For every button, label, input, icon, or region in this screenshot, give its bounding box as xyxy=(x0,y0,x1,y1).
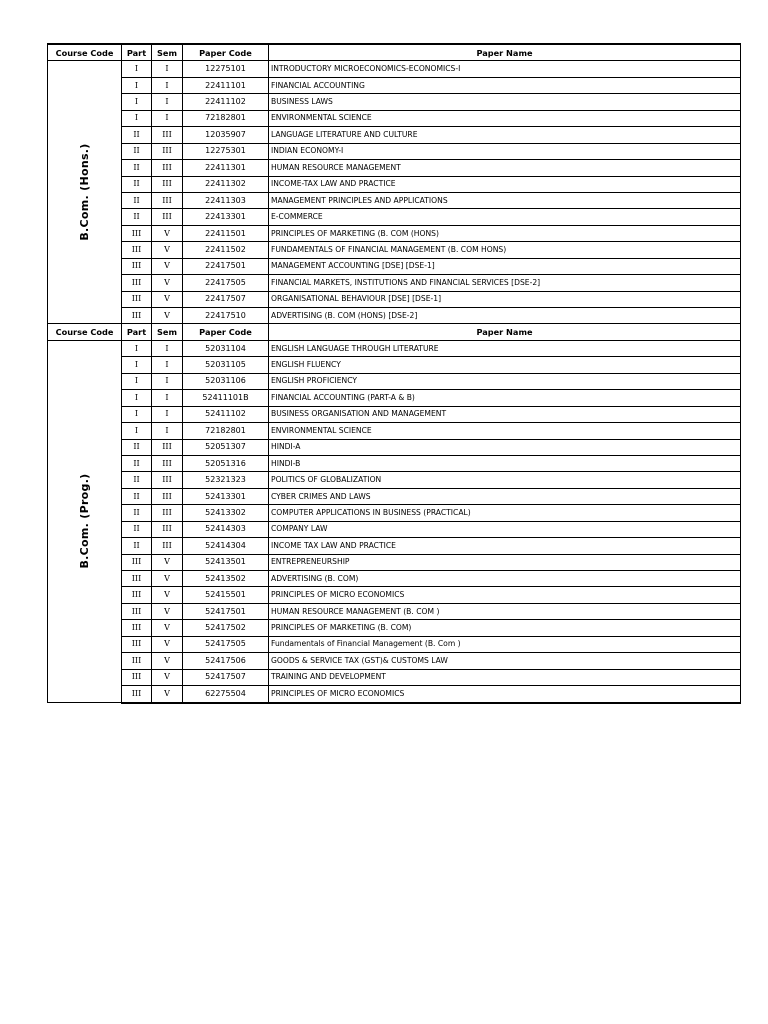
part-cell: I xyxy=(122,110,152,126)
table-row xyxy=(48,653,741,669)
paper-name-cell: PRINCIPLES OF MARKETING (B. COM) xyxy=(269,620,741,636)
part-cell: III xyxy=(122,275,152,291)
paper-code-cell: 52417505 xyxy=(183,636,269,652)
sem-cell: V xyxy=(152,258,183,274)
paper-name-cell: E-COMMERCE xyxy=(269,209,741,225)
sem-cell: III xyxy=(152,127,183,143)
sem-cell: I xyxy=(152,340,183,356)
paper-name-cell: HINDI-B xyxy=(269,455,741,471)
paper-code-cell: 72182801 xyxy=(183,423,269,439)
paper-code-cell: 22417510 xyxy=(183,308,269,324)
course-group-cell xyxy=(48,61,122,324)
part-cell: II xyxy=(122,439,152,455)
table-row xyxy=(48,636,741,652)
table-row xyxy=(48,686,741,703)
paper-code-cell: 12275101 xyxy=(183,61,269,77)
course-code-header: Course Code xyxy=(48,44,122,61)
paper-code-cell: 52414304 xyxy=(183,538,269,554)
sem-cell: III xyxy=(152,521,183,537)
paper-name-cell: POLITICS OF GLOBALIZATION xyxy=(269,472,741,488)
paper-code-cell: 72182801 xyxy=(183,110,269,126)
paper-code-cell: 62275504 xyxy=(183,686,269,703)
paper-code-cell: 52031104 xyxy=(183,340,269,356)
sem-cell: V xyxy=(152,571,183,587)
table-row xyxy=(48,554,741,570)
paper-name-cell: MANAGEMENT PRINCIPLES AND APPLICATIONS xyxy=(269,192,741,208)
part-cell: II xyxy=(122,521,152,537)
paper-name-cell: FUNDAMENTALS OF FINANCIAL MANAGEMENT (B. COM HONS) xyxy=(269,242,741,258)
paper-name-cell: ADVERTISING (B. COM) xyxy=(269,571,741,587)
table-row xyxy=(48,423,741,439)
paper-code-header: Paper Code xyxy=(183,324,269,340)
paper-code-cell: 52411102 xyxy=(183,406,269,422)
part-cell: II xyxy=(122,209,152,225)
part-cell: II xyxy=(122,488,152,504)
header-row xyxy=(48,324,741,340)
sem-cell: III xyxy=(152,143,183,159)
part-cell: III xyxy=(122,653,152,669)
part-cell: II xyxy=(122,192,152,208)
paper-code-cell: 22411303 xyxy=(183,192,269,208)
sem-cell: III xyxy=(152,472,183,488)
paper-code-cell: 22411502 xyxy=(183,242,269,258)
sem-cell: III xyxy=(152,505,183,521)
paper-name-cell: HINDI-A xyxy=(269,439,741,455)
part-cell: II xyxy=(122,472,152,488)
sem-cell: I xyxy=(152,423,183,439)
paper-name-cell: ENGLISH LANGUAGE THROUGH LITERATURE xyxy=(269,340,741,356)
paper-code-cell: 52413302 xyxy=(183,505,269,521)
paper-name-cell: COMPANY LAW xyxy=(269,521,741,537)
table-row xyxy=(48,620,741,636)
part-cell: III xyxy=(122,686,152,703)
table-row xyxy=(48,176,741,192)
table-row xyxy=(48,439,741,455)
part-cell: II xyxy=(122,160,152,176)
paper-code-header: Paper Code xyxy=(183,44,269,61)
paper-code-cell: 22411301 xyxy=(183,160,269,176)
part-cell: II xyxy=(122,455,152,471)
paper-name-cell: HUMAN RESOURCE MANAGEMENT xyxy=(269,160,741,176)
course-code-header: Course Code xyxy=(48,324,122,340)
table-row xyxy=(48,94,741,110)
sem-cell: III xyxy=(152,488,183,504)
paper-code-table xyxy=(47,43,741,704)
part-cell: III xyxy=(122,242,152,258)
paper-name-cell: FINANCIAL MARKETS, INSTITUTIONS AND FINANCIAL SERVICES [DSE-2] xyxy=(269,275,741,291)
table-row xyxy=(48,488,741,504)
part-cell: III xyxy=(122,620,152,636)
table-row xyxy=(48,603,741,619)
paper-code-cell: 52051307 xyxy=(183,439,269,455)
paper-name-header: Paper Name xyxy=(269,44,741,61)
sem-cell: I xyxy=(152,390,183,406)
table-row xyxy=(48,258,741,274)
paper-name-cell: ENGLISH PROFICIENCY xyxy=(269,373,741,389)
part-cell: III xyxy=(122,554,152,570)
table-row xyxy=(48,455,741,471)
paper-code-cell: 52413502 xyxy=(183,571,269,587)
paper-name-cell: ENVIRONMENTAL SCIENCE xyxy=(269,423,741,439)
paper-name-cell: HUMAN RESOURCE MANAGEMENT (B. COM ) xyxy=(269,603,741,619)
paper-name-header: Paper Name xyxy=(269,324,741,340)
sem-cell: I xyxy=(152,94,183,110)
table-row xyxy=(48,143,741,159)
part-cell: I xyxy=(122,77,152,93)
sem-cell: V xyxy=(152,554,183,570)
paper-code-cell: 12275301 xyxy=(183,143,269,159)
part-cell: III xyxy=(122,603,152,619)
course-group-cell xyxy=(48,340,122,702)
table-row xyxy=(48,77,741,93)
sem-cell: V xyxy=(152,308,183,324)
paper-name-cell: Fundamentals of Financial Management (B. Com ) xyxy=(269,636,741,652)
paper-name-cell: BUSINESS ORGANISATION AND MANAGEMENT xyxy=(269,406,741,422)
paper-code-cell: 22413301 xyxy=(183,209,269,225)
sem-cell: V xyxy=(152,291,183,307)
table-row xyxy=(48,61,741,77)
table-row xyxy=(48,505,741,521)
part-cell: II xyxy=(122,143,152,159)
paper-code-cell: 52321323 xyxy=(183,472,269,488)
paper-name-cell: COMPUTER APPLICATIONS IN BUSINESS (PRACTICAL) xyxy=(269,505,741,521)
table-row xyxy=(48,291,741,307)
sem-cell: V xyxy=(152,275,183,291)
sem-cell: V xyxy=(152,636,183,652)
table-row xyxy=(48,390,741,406)
part-cell: I xyxy=(122,423,152,439)
sem-cell: III xyxy=(152,209,183,225)
paper-name-cell: CYBER CRIMES AND LAWS xyxy=(269,488,741,504)
paper-name-cell: INDIAN ECONOMY-I xyxy=(269,143,741,159)
part-cell: I xyxy=(122,390,152,406)
part-cell: II xyxy=(122,538,152,554)
part-cell: III xyxy=(122,669,152,685)
part-cell: I xyxy=(122,61,152,77)
paper-name-cell: ENGLISH FLUENCY xyxy=(269,357,741,373)
paper-name-cell: ORGANISATIONAL BEHAVIOUR [DSE] [DSE-1] xyxy=(269,291,741,307)
paper-name-cell: LANGUAGE LITERATURE AND CULTURE xyxy=(269,127,741,143)
course-label: B.Com. (Hons.) xyxy=(77,143,91,242)
paper-code-cell: 22417507 xyxy=(183,291,269,307)
paper-code-cell: 52417501 xyxy=(183,603,269,619)
table-row xyxy=(48,406,741,422)
part-header: Part xyxy=(122,324,152,340)
sem-cell: I xyxy=(152,406,183,422)
paper-code-cell: 22417501 xyxy=(183,258,269,274)
paper-code-cell: 52031105 xyxy=(183,357,269,373)
paper-name-cell: PRINCIPLES OF MARKETING (B. COM (HONS) xyxy=(269,225,741,241)
paper-code-cell: 52413501 xyxy=(183,554,269,570)
paper-code-cell: 52417502 xyxy=(183,620,269,636)
sem-cell: V xyxy=(152,669,183,685)
paper-code-cell: 22411102 xyxy=(183,94,269,110)
table-row xyxy=(48,340,741,356)
part-cell: III xyxy=(122,225,152,241)
paper-code-cell: 52411101B xyxy=(183,390,269,406)
part-cell: III xyxy=(122,308,152,324)
part-cell: III xyxy=(122,587,152,603)
sem-cell: V xyxy=(152,603,183,619)
paper-name-cell: ADVERTISING (B. COM (HONS) [DSE-2] xyxy=(269,308,741,324)
table-row xyxy=(48,472,741,488)
part-cell: III xyxy=(122,636,152,652)
sem-cell: III xyxy=(152,439,183,455)
paper-name-cell: ENTREPRENEURSHIP xyxy=(269,554,741,570)
paper-code-cell: 52417507 xyxy=(183,669,269,685)
table-row xyxy=(48,110,741,126)
table-row xyxy=(48,587,741,603)
table-row xyxy=(48,192,741,208)
part-cell: II xyxy=(122,176,152,192)
course-label: B.Com. (Prog.) xyxy=(77,473,91,569)
table-row xyxy=(48,127,741,143)
table-row xyxy=(48,209,741,225)
table-row xyxy=(48,160,741,176)
part-cell: III xyxy=(122,291,152,307)
header-row xyxy=(48,44,741,61)
part-cell: I xyxy=(122,373,152,389)
sem-cell: I xyxy=(152,373,183,389)
paper-name-cell: FINANCIAL ACCOUNTING (PART-A & B) xyxy=(269,390,741,406)
part-cell: II xyxy=(122,127,152,143)
table-row xyxy=(48,538,741,554)
table-row xyxy=(48,571,741,587)
sem-cell: III xyxy=(152,192,183,208)
table-body xyxy=(48,44,741,703)
table-row xyxy=(48,521,741,537)
table-row xyxy=(48,357,741,373)
sem-cell: V xyxy=(152,587,183,603)
paper-name-cell: PRINCIPLES OF MICRO ECONOMICS xyxy=(269,587,741,603)
sem-cell: I xyxy=(152,61,183,77)
table-row xyxy=(48,275,741,291)
table-row xyxy=(48,225,741,241)
paper-code-cell: 22411302 xyxy=(183,176,269,192)
part-cell: II xyxy=(122,505,152,521)
sem-cell: V xyxy=(152,225,183,241)
sem-cell: V xyxy=(152,620,183,636)
part-cell: III xyxy=(122,571,152,587)
paper-name-cell: TRAINING AND DEVELOPMENT xyxy=(269,669,741,685)
paper-code-cell: 12035907 xyxy=(183,127,269,143)
paper-code-cell: 52051316 xyxy=(183,455,269,471)
part-header: Part xyxy=(122,44,152,61)
paper-name-cell: ENVIRONMENTAL SCIENCE xyxy=(269,110,741,126)
sem-cell: V xyxy=(152,242,183,258)
sem-cell: III xyxy=(152,160,183,176)
paper-name-cell: FINANCIAL ACCOUNTING xyxy=(269,77,741,93)
table-row xyxy=(48,308,741,324)
paper-name-cell: INTRODUCTORY MICROECONOMICS-ECONOMICS-I xyxy=(269,61,741,77)
paper-code-cell: 52414303 xyxy=(183,521,269,537)
part-cell: I xyxy=(122,94,152,110)
paper-code-cell: 52415501 xyxy=(183,587,269,603)
sem-cell: III xyxy=(152,538,183,554)
paper-name-cell: INCOME-TAX LAW AND PRACTICE xyxy=(269,176,741,192)
sem-cell: I xyxy=(152,77,183,93)
sem-cell: V xyxy=(152,686,183,703)
sem-header: Sem xyxy=(152,324,183,340)
part-cell: I xyxy=(122,340,152,356)
paper-name-cell: INCOME TAX LAW AND PRACTICE xyxy=(269,538,741,554)
table-row xyxy=(48,373,741,389)
sem-cell: V xyxy=(152,653,183,669)
paper-name-cell: PRINCIPLES OF MICRO ECONOMICS xyxy=(269,686,741,703)
part-cell: I xyxy=(122,357,152,373)
sem-cell: III xyxy=(152,176,183,192)
paper-name-cell: GOODS & SERVICE TAX (GST)& CUSTOMS LAW xyxy=(269,653,741,669)
paper-code-cell: 22417505 xyxy=(183,275,269,291)
paper-name-cell: MANAGEMENT ACCOUNTING [DSE] [DSE-1] xyxy=(269,258,741,274)
paper-code-cell: 52417506 xyxy=(183,653,269,669)
paper-code-cell: 22411101 xyxy=(183,77,269,93)
paper-name-cell: BUSINESS LAWS xyxy=(269,94,741,110)
sem-cell: III xyxy=(152,455,183,471)
sem-cell: I xyxy=(152,110,183,126)
paper-code-cell: 52413301 xyxy=(183,488,269,504)
table-row xyxy=(48,242,741,258)
part-cell: I xyxy=(122,406,152,422)
paper-code-cell: 52031106 xyxy=(183,373,269,389)
part-cell: III xyxy=(122,258,152,274)
sem-header: Sem xyxy=(152,44,183,61)
table-row xyxy=(48,669,741,685)
paper-code-cell: 22411501 xyxy=(183,225,269,241)
sem-cell: I xyxy=(152,357,183,373)
